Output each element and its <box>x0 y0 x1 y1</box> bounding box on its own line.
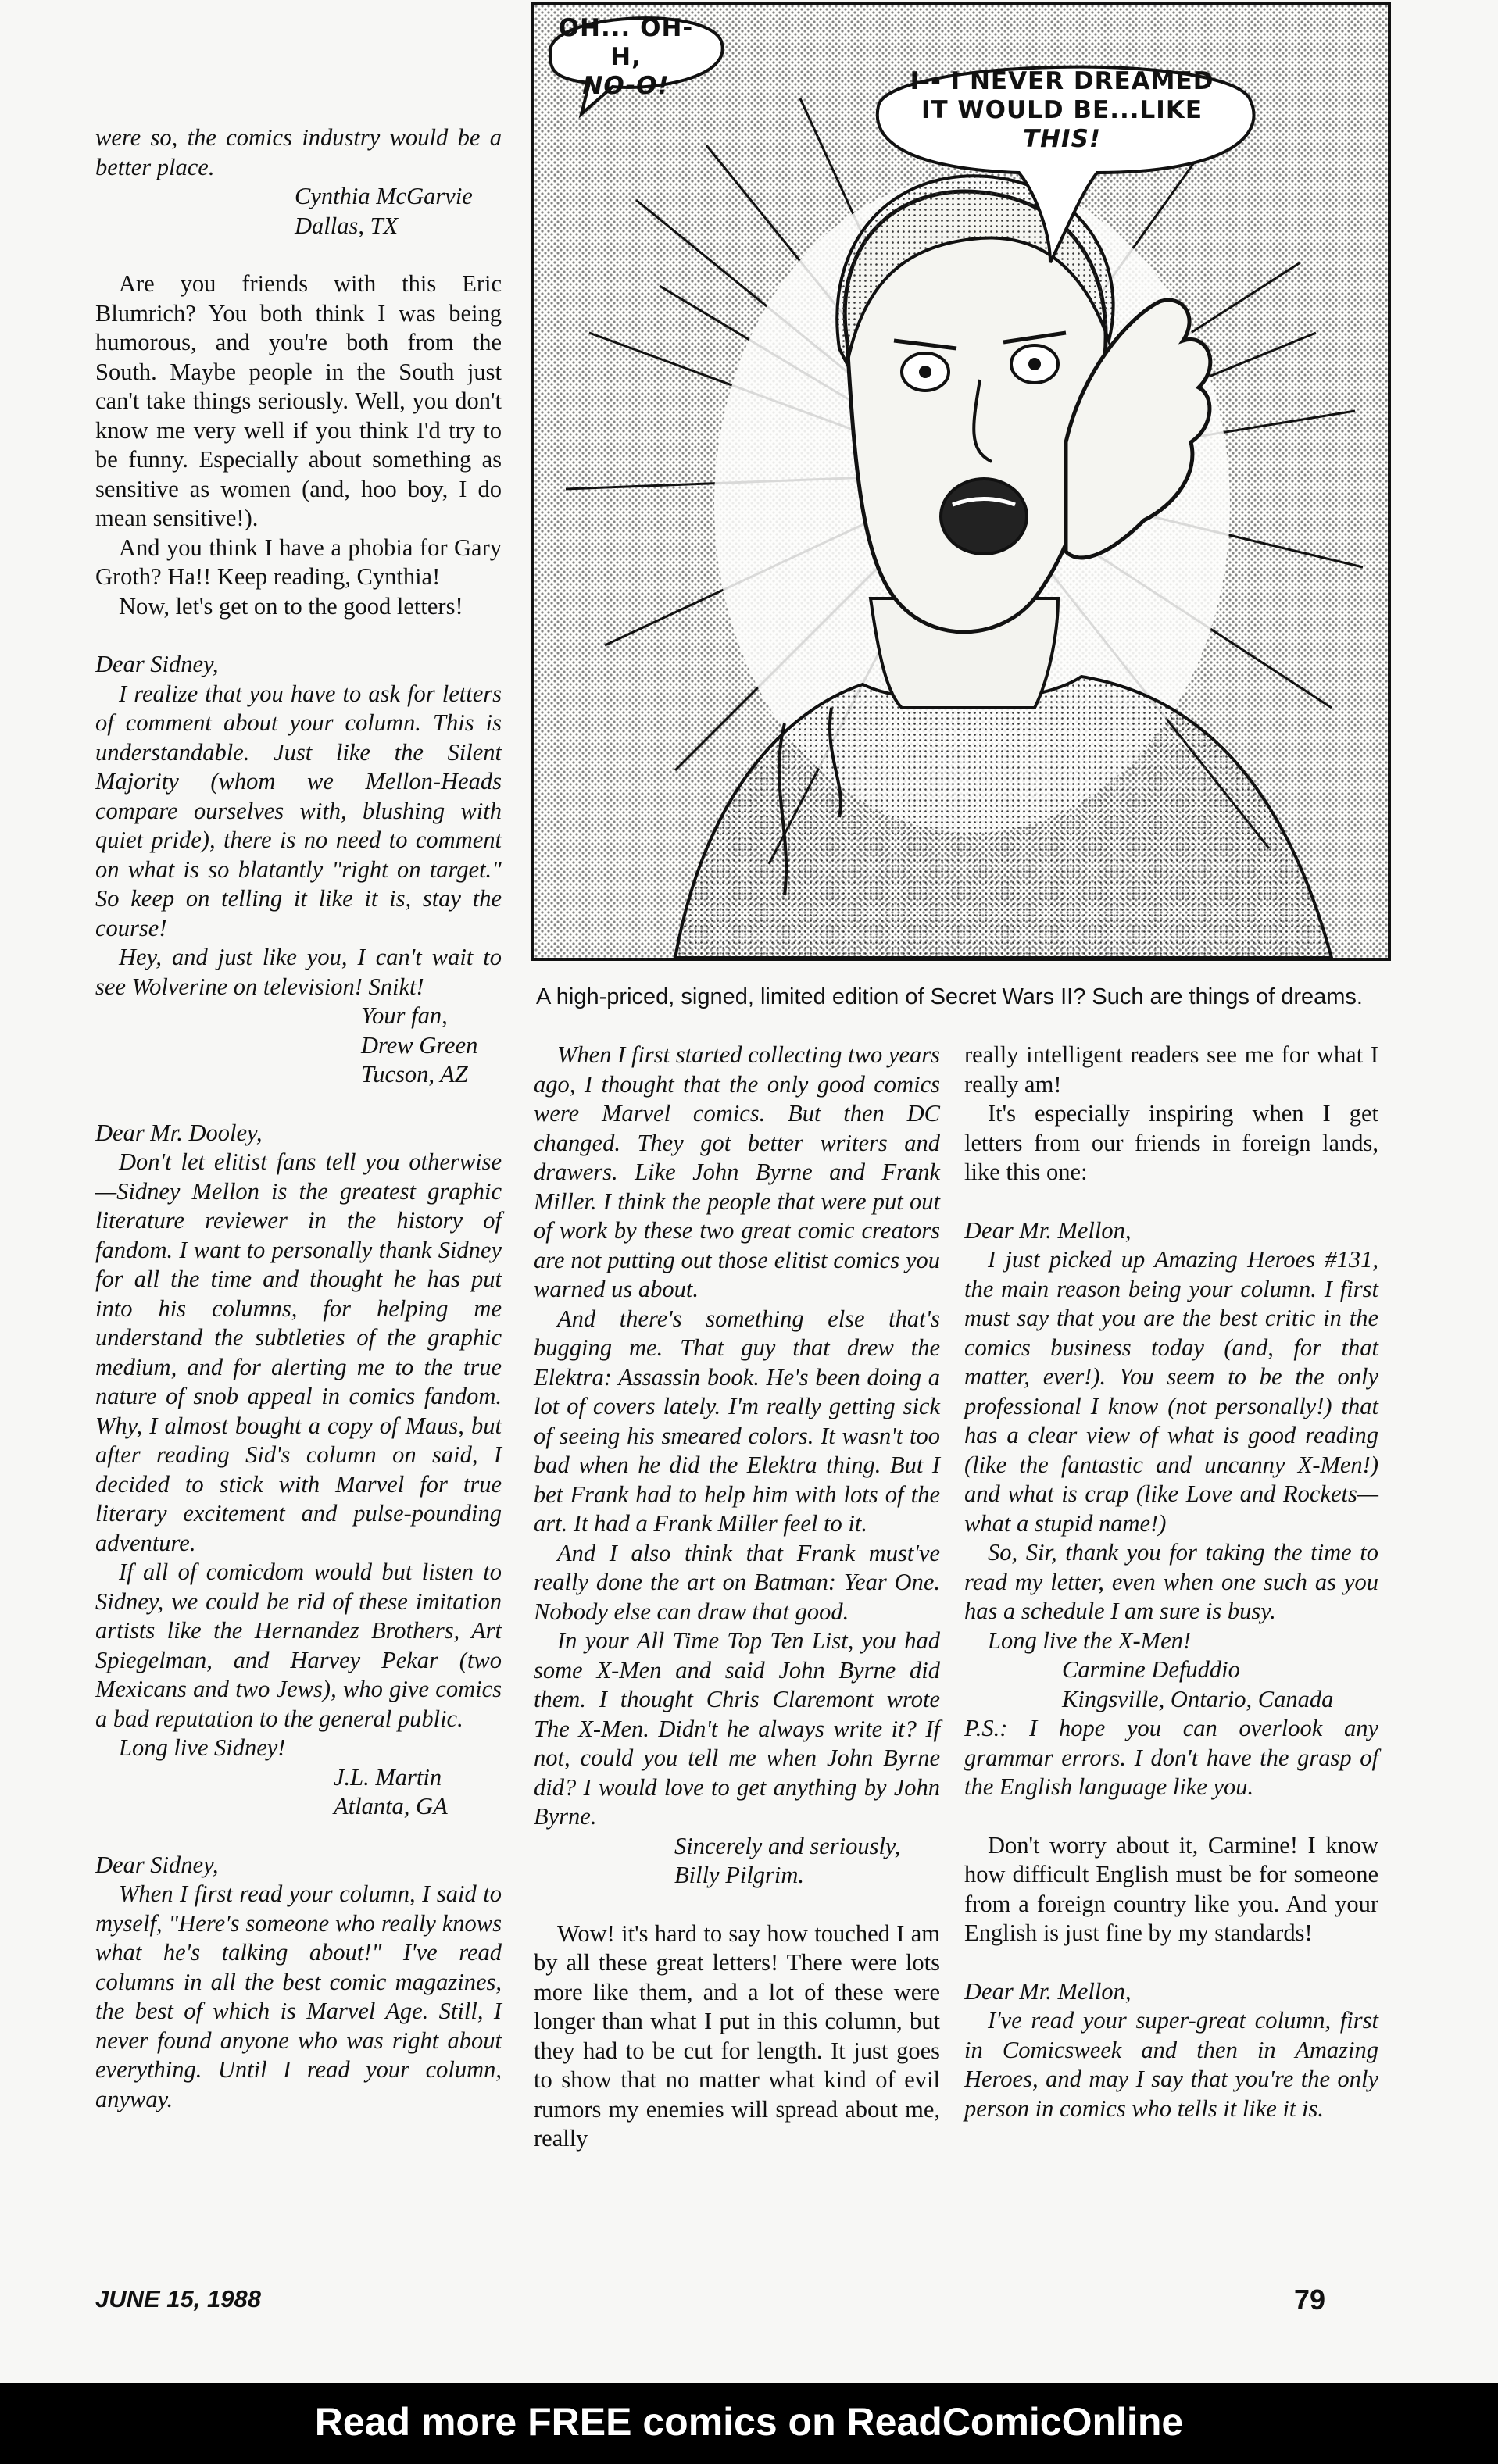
letter-signature-line: Drew Green <box>361 1031 478 1059</box>
paragraph: I've read your super-great column, first in Comicsweek and then in Amazing Heroes, and may I say that you're the only person in comics who tells it like it is. <box>964 2007 1378 2122</box>
paragraph: Now, let's get on to the good letters! <box>119 592 463 620</box>
paragraph: When I first started collecting two years ago, I thought that the only good comics were Marvel comics. But then DC changed. They got better writers and drawers. Like John Byrne and Frank Miller. I think the people that were put out of work by these two great comic creators are not putting out those elitist comics you warned us about. <box>534 1041 940 1302</box>
paragraph: Are you friends with this Eric Blumrich? You both think I was being humorous, and you're both from the South. Maybe people in the South just can't take things seriously. Well, you don't know me very well if you think I'd try to be funny. Especially about something as sensitive as women (and, hoo boy, I do mean sensitive!). <box>95 270 502 531</box>
letter-signature-line: Tucson, AZ <box>361 1061 468 1087</box>
paragraph: Don't worry about it, Carmine! I know how difficult English must be for someone from a foreign country like you. And your English is just fine by my standards! <box>964 1831 1378 1946</box>
paragraph: Dear Sidney, <box>95 651 219 677</box>
letter-signature-line: Carmine Defuddio <box>1062 1656 1240 1683</box>
paragraph: Dear Sidney, <box>95 1851 219 1878</box>
balloon-1-line-1: OH... OH-H, <box>558 14 694 71</box>
footer-date: JUNE 15, 1988 <box>95 2285 261 2312</box>
page-number: 79 <box>1294 2284 1326 2316</box>
speech-balloon-1-text <box>552 14 700 101</box>
letter-signature-line: Kingsville, Ontario, Canada <box>1062 1685 1334 1712</box>
comic-panel <box>531 2 1391 961</box>
balloon-1-line-2: NO-O! <box>582 72 670 100</box>
letter-signature-line: Atlanta, GA <box>334 1793 448 1819</box>
letter-signature-line: J.L. Martin <box>334 1763 442 1791</box>
paragraph: Dear Mr. Mellon, <box>964 1216 1132 1244</box>
paragraph: And you think I have a phobia for Gary Groth? Ha!! Keep reading, Cynthia! <box>95 534 502 590</box>
balloon-2-line-2: IT WOULD BE...LIKE <box>921 96 1203 124</box>
paragraph: Long live the X-Men! <box>988 1627 1192 1654</box>
column-middle <box>534 1041 940 2154</box>
paragraph: I just picked up Amazing Heroes #131, the main reason being your column. I first must say that you are the best critic in the comics business today (and, for that matter, ever!). You seem to be the only professional I know (not personally!) that has a clear view of what is good reading (like the fantastic and uncanny X-Men!) and what is crap (like Love and Rockets—what a stupid name!) <box>964 1246 1378 1537</box>
paragraph: In your All Time Top Ten List, you had some X-Men and said John Byrne did them. I thought Chris Claremont wrote The X-Men. Didn't he always write it? If not, could you tell me when John Byrne did? I would love to get anything by John Byrne. <box>534 1627 940 1830</box>
letter-signature-line: Sincerely and seriously, <box>674 1832 901 1859</box>
paragraph-gap <box>964 1187 1378 1216</box>
paragraph-gap <box>95 621 502 650</box>
balloon-2-line-3: THIS! <box>1022 125 1102 153</box>
paragraph-gap <box>95 1090 502 1119</box>
paragraph: Hey, and just like you, I can't wait to see Wolverine on television! Snikt! <box>95 944 502 1000</box>
paragraph-gap <box>534 1891 940 1919</box>
paragraph-gap <box>964 1802 1378 1831</box>
paragraph: It's especially inspiring when I get letters from our friends in foreign lands, like this one: <box>964 1100 1378 1185</box>
paragraph: And there's something else that's bugging me. That guy that drew the Elektra: Assassin book. He's been doing a lot of covers lately. I'm really getting sick of seeing his smeared colors. It wasn't too bad when he did the Elektra thing. But I bet Frank had to help him with lots of the art. It had a Frank Miller feel to it. <box>534 1305 940 1537</box>
paragraph: Wow! it's hard to say how touched I am by all these great letters! There were lots more like them, and a lot of these were longer than what I put in this column, but they had to be cut for length. It just goes to show that no matter what kind of evil rumors my enemies will spread about me, really <box>534 1919 940 2152</box>
paragraph: really intelligent readers see me for what I really am! <box>964 1041 1378 1098</box>
panel-caption: A high-priced, signed, limited edition of Secret Wars II? Such are things of dreams. <box>536 984 1363 1009</box>
paragraph-gap <box>95 1822 502 1851</box>
paragraph: Dear Mr. Mellon, <box>964 1977 1132 2005</box>
letter-signature-line: Your fan, <box>361 1002 448 1029</box>
paragraph: And I also think that Frank must've really done the art on Batman: Year One. Nobody else can draw that good. <box>534 1539 940 1625</box>
promo-banner[interactable]: Read more FREE comics on ReadComicOnline <box>0 2383 1498 2464</box>
column-left <box>95 123 502 2114</box>
paragraph: Don't let elitist fans tell you otherwise—Sidney Mellon is the greatest graphic literature reviewer in the history of fandom. I want to personally thank Sidney for all the time and thought he has put into his columns, for helping me understand the subtleties of the graphic medium, and for alerting me to the true nature of snob appeal in comics fandom. Why, I almost bought a copy of Maus, but after reading Sid's column on said, I decided to stick with Marvel for true literary excitement and pulse-pounding adventure. <box>95 1148 502 1556</box>
column-right <box>964 1041 1378 2123</box>
paragraph-gap <box>964 1948 1378 1977</box>
letter-signature-line: Billy Pilgrim. <box>674 1862 805 1888</box>
paragraph: When I first read your column, I said to myself, "Here's someone who really knows what he's talking about!" I've read columns in all the best comic magazines, the best of which is Marvel Age. Still, I never found anyone who was right about everything. Until I read your column, anyway. <box>95 1880 502 2112</box>
paragraph: Long live Sidney! <box>119 1734 286 1761</box>
paragraph: P.S.: I hope you can overlook any grammar errors. I don't have the grasp of the English language like you. <box>964 1715 1378 1800</box>
paragraph: were so, the comics industry would be a better place. <box>95 124 502 180</box>
paragraph: I realize that you have to ask for letters of comment about your column. This is understandable. Just like the Silent Majority (whom we Mellon-Heads compare ourselves with, blushing with quiet pride), there is no need to comment on what is so blatantly "right on target." So keep on telling it like it is, stay the course! <box>95 680 502 941</box>
letter-signature-line: Cynthia McGarvie <box>295 183 473 209</box>
paragraph: Dear Mr. Dooley, <box>95 1119 263 1146</box>
letter-signature-line: Dallas, TX <box>295 212 399 239</box>
paragraph: So, Sir, thank you for taking the time to read my letter, even when one such as you has a schedule I am sure is busy. <box>964 1539 1378 1624</box>
balloon-2-line-1: I-- I NEVER DREAMED <box>910 67 1214 95</box>
speech-balloon-2-text <box>882 67 1242 154</box>
paragraph-gap <box>95 241 502 270</box>
paragraph: If all of comicdom would but listen to Sidney, we could be rid of these imitation artists like the Hernandez Brothers, Art Spiegelman, and Harvey Pekar (two Mexicans and two Jews), who give comics a bad reputation to the general public. <box>95 1559 502 1732</box>
